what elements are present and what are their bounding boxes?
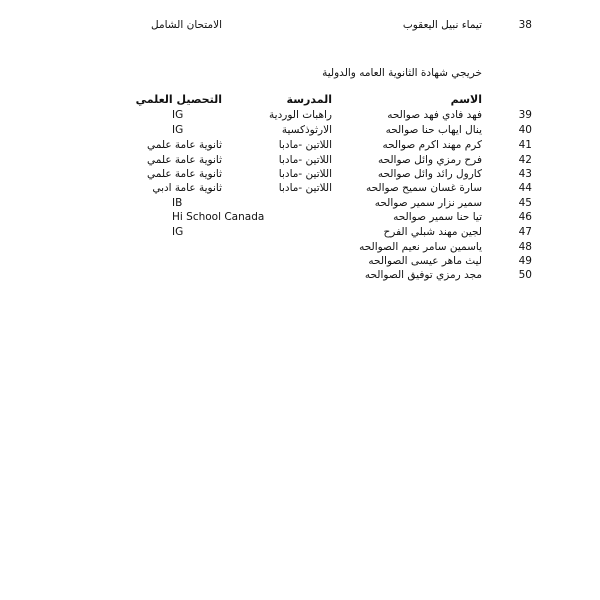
row-number: 41	[518, 139, 532, 151]
student-name: سمير نزار سمير صوالحه	[374, 197, 482, 209]
education-level: Hi School Canada	[172, 211, 265, 223]
clipped-line-left	[168, 0, 216, 5]
section-title: خريجي شهادة الثانوية العامه والدولية	[322, 67, 482, 79]
row-number: 49	[518, 255, 532, 267]
education-level: ثانوية عامة علمي	[147, 168, 222, 180]
header-education: التحصيل العلمي	[135, 93, 222, 106]
student-name: سارة غسان سميح صوالحه	[365, 182, 482, 194]
student-name: لجين مهند شبلي الفرح	[383, 226, 482, 238]
education-level: IG	[172, 124, 184, 136]
table-row	[0, 240, 600, 254]
school-name: الارثوذكسية	[281, 124, 332, 136]
table-row	[0, 123, 600, 137]
table-row	[0, 268, 600, 282]
student-name: تيا حنا سمير صوالحه	[393, 211, 482, 223]
table-header	[0, 93, 600, 107]
school-name: اللاتين -مادبا	[278, 154, 332, 166]
section-title-row	[0, 66, 600, 80]
education-level: IG	[172, 109, 184, 121]
row-number: 42	[518, 154, 532, 166]
row-number: 47	[518, 226, 532, 238]
student-name: تيماء نبيل اليعقوب	[402, 19, 482, 31]
row-number: 50	[518, 269, 532, 281]
row-number: 39	[518, 109, 532, 121]
table-row	[0, 225, 600, 239]
student-name: فرح رمزي وائل صوالحه	[377, 154, 482, 166]
table-row	[0, 18, 600, 32]
school-name: راهبات الوردية	[269, 109, 332, 121]
row-number: 45	[518, 197, 532, 209]
row-number: 46	[518, 211, 532, 223]
student-name: ياسمين سامر نعيم الصوالحه	[359, 241, 482, 253]
education-level: ثانوية عامة علمي	[147, 154, 222, 166]
row-number: 44	[518, 182, 532, 194]
school-name: اللاتين -مادبا	[278, 139, 332, 151]
education-level: ثانوية عامة علمي	[147, 139, 222, 151]
student-name: ينال ايهاب حنا صوالحه	[385, 124, 482, 136]
header-name: الاسم	[450, 93, 482, 106]
header-school: المدرسة	[286, 93, 332, 106]
student-name: فهد فادي فهد صوالحه	[387, 109, 482, 121]
student-name: مجد رمزي توفيق الصوالحه	[364, 269, 482, 281]
table-row	[0, 153, 600, 167]
clipped-line-middle	[318, 0, 366, 5]
table-row	[0, 254, 600, 268]
row-number: 43	[518, 168, 532, 180]
student-name: كارول رائد وائل صوالحه	[377, 168, 482, 180]
table-row	[0, 138, 600, 152]
education-level: ثانوية عامة ادبي	[152, 182, 222, 194]
student-name: ليث ماهر عيسى الصوالحه	[368, 255, 482, 267]
education-level: IG	[172, 226, 184, 238]
school-name: اللاتين -مادبا	[278, 168, 332, 180]
table-row	[0, 181, 600, 195]
row-number: 48	[518, 241, 532, 253]
row-number: 38	[518, 19, 532, 31]
school-name: اللاتين -مادبا	[278, 182, 332, 194]
education-level: IB	[172, 197, 183, 209]
education-level: الامتحان الشامل	[151, 19, 222, 31]
student-name: كرم مهند اكرم صوالحه	[382, 139, 482, 151]
table-row	[0, 108, 600, 122]
table-row	[0, 210, 600, 224]
table-row	[0, 167, 600, 181]
clipped-line-right	[512, 0, 530, 5]
row-number: 40	[518, 124, 532, 136]
table-row	[0, 196, 600, 210]
